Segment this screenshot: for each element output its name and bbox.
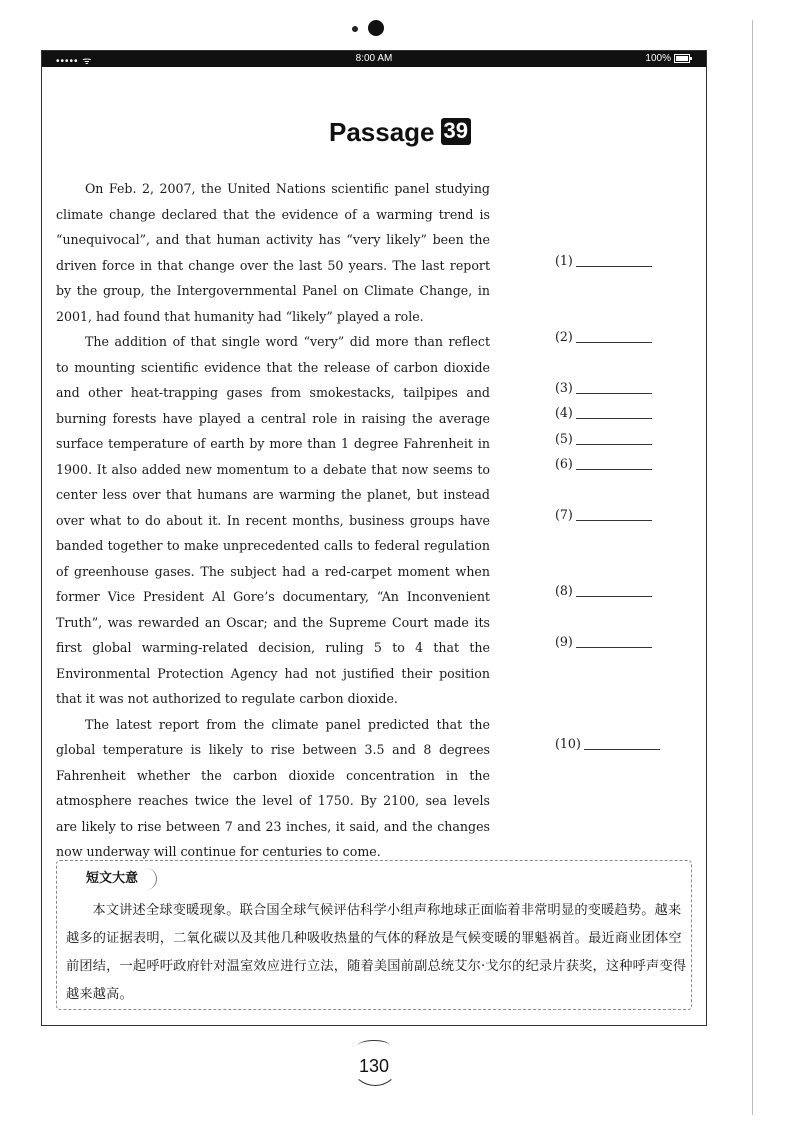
answer-line [576,584,652,597]
paragraph-3: The latest report from the climate panel predicted that the global temperature is likely to rise between 3.5 and 8 degrees Fahrenheit whether the carbon dioxide concentration in the atmosphere reaches twice the level of 1750. By 2100, sea levels are likely to rise between 7 and 23 inches, it said, and the changes now underway will continue for centuries to come. [56,716,490,859]
passage-number-badge: 39 [441,118,471,145]
answer-blank-5[interactable]: (5) [555,431,652,446]
answer-blank-10[interactable]: (10) [555,736,660,751]
page-number: 130 [348,1046,400,1086]
answer-line [576,457,652,470]
answer-blank-7[interactable]: (7) [555,507,652,522]
sensor-dot [352,26,358,32]
answer-line [576,406,652,419]
wifi-icon: ᯤ [82,56,93,67]
signal-indicator: ••••• ᯤ [56,56,93,67]
answer-line [576,254,652,267]
answer-line [576,432,652,445]
paragraph-2: The addition of that single word “very” did more than reflect to mounting scientific evidence that the release of carbon dioxide and other heat-trapping gases from smokestacks, tailpipes and burning forests have played a central role in raising the average surface temperature of earth by more than 1 degree Fahrenheit in 1900. It also added new momentum to a debate that now seems to center less over that humans are warming the planet, but instead over what to do about it. In recent months, business groups have banded together to make unprecedented calls to federal regulation of greenhouse gases. The subject had a red-carpet moment when former Vice President Al Gore’s documentary, “An Inconvenient Truth”, was rewarded an Oscar; and the Supreme Court made its first global warming-related decision, ruling 5 to 4 that the Environmental Protection Agency had not justified their position that it was not authorized to regulate carbon dioxide. [56,334,490,706]
answer-line [576,508,652,521]
camera-dots [348,18,388,40]
answer-blank-3[interactable]: (3) [555,380,652,395]
battery-status: 100% [645,53,690,64]
passage-title-text: Passage [328,117,435,147]
answer-blank-2[interactable]: (2) [555,329,652,344]
passage-body [56,176,490,865]
answer-line [576,330,652,343]
summary-text: 本文讲述全球变暖现象。联合国全球气候评估科学小组声称地球正面临着非常明显的变暖趋势。越来越多的证据表明，二氧化碳以及其他几种吸收热量的气体的释放是气候变暖的罪魁祸首。最近商业团体空前团结，一起呼吁政府针对温室效应进行立法，随着美国前副总统艾尔·戈尔的纪录片获奖，这种呼声变得越来越高。 [66,903,687,1002]
page-edge-line [752,20,753,1115]
summary-title: 短文大意 [70,868,157,890]
answer-blank-1[interactable]: (1) [555,253,652,268]
answer-blank-4[interactable]: (4) [555,405,652,420]
answer-blank-8[interactable]: (8) [555,583,652,598]
answer-line [576,381,652,394]
passage-title [0,117,800,148]
status-bar [42,51,706,67]
camera-dot [368,20,384,36]
paragraph-1: On Feb. 2, 2007, the United Nations scientific panel studying climate change declared that the evidence of a warming trend is “unequivocal”, and that human activity has “very likely” been the driven force in that change over the last 50 years. The last report by the group, the Intergovernmental Panel on Climate Change, in 2001, had found that humanity had “likely” played a role. [56,181,490,324]
answer-blank-9[interactable]: (9) [555,634,652,649]
answer-blank-6[interactable]: (6) [555,456,652,471]
status-time: 8:00 AM [355,53,393,64]
answer-line [584,737,660,750]
answer-line [576,635,652,648]
battery-icon [674,54,690,63]
